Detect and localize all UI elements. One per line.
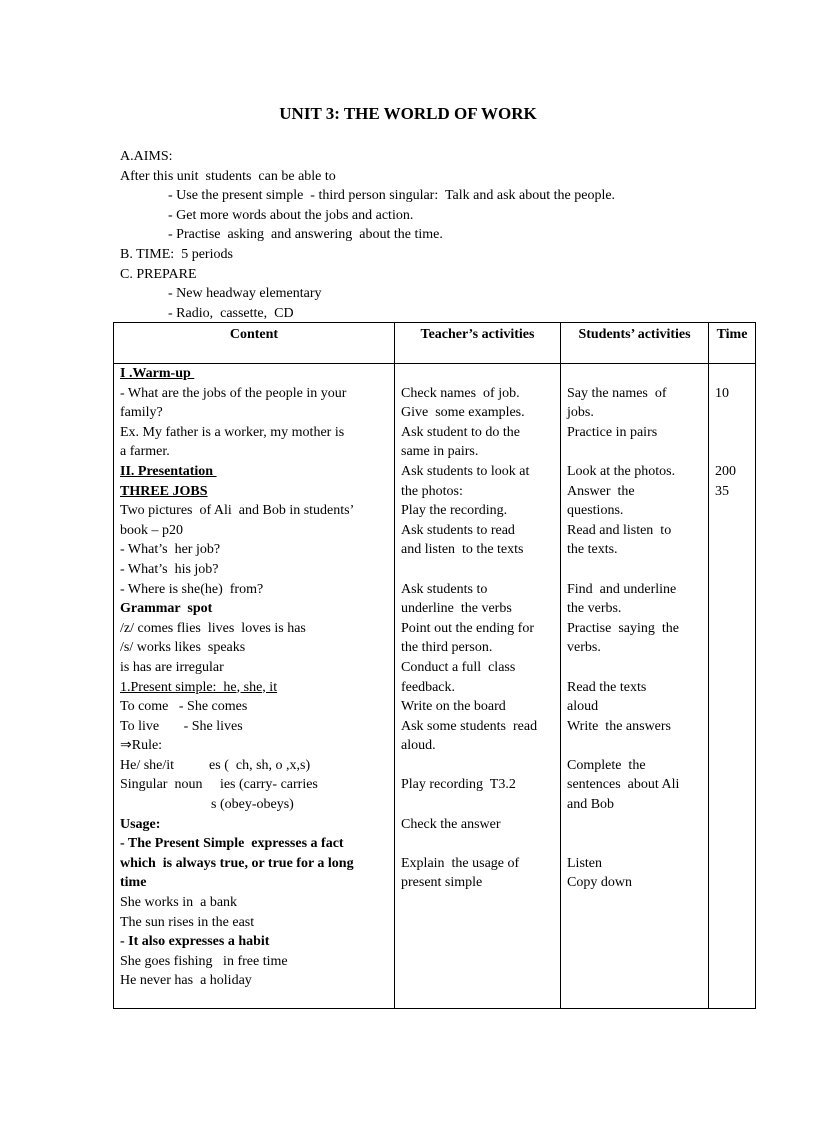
teacher-activity-line [401, 364, 554, 384]
student-activity-line: Complete the [567, 757, 646, 773]
teacher-activity-line: underline the verbs [401, 601, 512, 617]
content-line: She goes fishing in free time [120, 953, 288, 969]
student-activity-line: Find and underline [567, 581, 677, 597]
time-value [715, 423, 749, 443]
student-activity-line: verbs. [567, 640, 601, 656]
header-time: Time [709, 323, 756, 364]
teacher-activity-line [401, 834, 554, 854]
student-activity-line [567, 815, 702, 835]
content-line: To come - She comes [120, 699, 248, 715]
content-line: He/ she/it es ( ch, sh, o ,x,s) [120, 757, 311, 773]
teacher-activity-line: Point out the ending for [401, 620, 534, 636]
content-line: - What’s her job? [120, 542, 221, 558]
student-activity-line: the texts. [567, 542, 618, 558]
teacher-activity-line: and listen to the texts [401, 542, 524, 558]
student-activity-line [567, 442, 702, 462]
teacher-activity-line: Check names of job. [401, 385, 520, 401]
header-line: - New headway elementary [168, 286, 322, 302]
content-line: book – p20 [120, 522, 183, 538]
time-value: 200 [715, 463, 736, 479]
time-value: 35 [715, 483, 729, 499]
content-line: To live - She lives [120, 718, 243, 734]
teacher-activity-line: same in pairs. [401, 444, 479, 460]
teacher-activity-line: Play recording T3.2 [401, 777, 516, 793]
student-activity-line: jobs. [567, 405, 594, 421]
teacher-activity-line: the photos: [401, 483, 463, 499]
table-row [114, 364, 756, 1009]
teacher-activity-line: aloud. [401, 738, 436, 754]
content-line: /s/ works likes speaks [120, 640, 246, 656]
teacher-activity-line: Conduct a full class [401, 659, 516, 675]
student-activity-line: Read and listen to [567, 522, 672, 538]
header-line: - Use the present simple - third person singular: Talk and ask about the people. [168, 188, 616, 204]
student-activity-line: Listen [567, 855, 602, 871]
student-activity-line: Read the texts [567, 679, 647, 695]
student-activity-line [567, 834, 702, 854]
header-students-activities: Students’ activities [561, 323, 709, 364]
content-line: a farmer. [120, 444, 170, 460]
lesson-table [113, 322, 756, 1009]
student-activity-line: the verbs. [567, 601, 622, 617]
content-cell [114, 364, 395, 1009]
content-line: - What are the jobs of the people in your [120, 385, 347, 401]
student-activity-line [567, 364, 702, 384]
header-line: B. TIME: 5 periods [120, 247, 233, 262]
teacher-activity-line [401, 756, 554, 776]
content-line: He never has a holiday [120, 973, 252, 989]
teacher-activity-line: Ask student to do the [401, 424, 520, 440]
content-line: Usage: [120, 816, 161, 832]
time-value [715, 442, 749, 462]
student-activity-line: Say the names of [567, 385, 667, 401]
student-activity-line: Look at the photos. [567, 463, 676, 479]
content-line: ⇒Rule: [120, 738, 163, 754]
student-activity-line: aloud [567, 699, 599, 715]
teacher-activities-cell [395, 364, 561, 1009]
student-activity-line: and Bob [567, 797, 615, 813]
student-activity-line: sentences about Ali [567, 777, 680, 793]
content-line: /z/ comes flies lives loves is has [120, 620, 306, 636]
student-activity-line: Answer the [567, 483, 635, 499]
content-line: - The Present Simple expresses a fact [120, 836, 344, 852]
header-line: - Radio, cassette, CD [168, 305, 294, 321]
content-line: - Where is she(he) from? [120, 581, 264, 597]
content-line: family? [120, 405, 163, 421]
content-line: - It also expresses a habit [120, 934, 270, 950]
time-cell [709, 364, 756, 1009]
teacher-activity-line: Write on the board [401, 699, 506, 715]
teacher-activity-line: Explain the usage of [401, 855, 520, 871]
content-line: time [120, 875, 147, 891]
content-line: THREE JOBS [120, 483, 208, 499]
content-line: She works in a bank [120, 895, 238, 911]
teacher-activity-line: the third person. [401, 640, 493, 656]
header-line: - Get more words about the jobs and action. [168, 207, 414, 223]
content-line: s (obey-obeys) [120, 797, 294, 813]
teacher-activity-line: Ask some students read [401, 718, 538, 734]
students-activities-cell [561, 364, 709, 1009]
teacher-activity-line: Play the recording. [401, 503, 508, 519]
teacher-activity-line: Give some examples. [401, 405, 525, 421]
content-line: Ex. My father is a worker, my mother is [120, 424, 345, 440]
content-line: II. Presentation [120, 463, 217, 479]
header-line: - Practise asking and answering about the time. [168, 227, 443, 243]
student-activity-line: Practice in pairs [567, 424, 658, 440]
content-line: is has are irregular [120, 659, 224, 675]
header-teacher-activities: Teacher’s activities [395, 323, 561, 364]
content-line: I .Warm-up [120, 366, 195, 381]
header-line: C. PREPARE [120, 266, 197, 282]
page-title: UNIT 3: THE WORLD OF WORK [279, 104, 537, 123]
teacher-activity-line [401, 795, 554, 815]
teacher-activity-line: Ask students to read [401, 522, 515, 538]
time-value [715, 364, 749, 384]
table-header-row [114, 323, 756, 364]
header-content: Content [114, 323, 395, 364]
content-line: 1.Present simple: he, she, it [120, 679, 278, 695]
teacher-activity-line: present simple [401, 875, 483, 891]
student-activity-line [567, 658, 702, 678]
content-line: The sun rises in the east [120, 914, 255, 930]
teacher-activity-line: feedback. [401, 679, 456, 695]
teacher-activity-line: Check the answer [401, 816, 501, 832]
student-activity-line [567, 736, 702, 756]
time-value [715, 403, 749, 423]
teacher-activity-line: Ask students to look at [401, 463, 530, 479]
content-line: which is always true, or true for a long [120, 855, 354, 871]
student-activity-line: Write the answers [567, 718, 672, 734]
student-activity-line: Practise saying the [567, 620, 679, 636]
student-activity-line [567, 560, 702, 580]
student-activity-line: questions. [567, 503, 624, 519]
content-line: - What’s his job? [120, 561, 219, 577]
time-value: 10 [715, 385, 729, 401]
header-line: After this unit students can be able to [120, 168, 336, 184]
teacher-activity-line [401, 560, 554, 580]
content-line: Grammar spot [120, 601, 213, 617]
content-line: Singular noun ies (carry- carries [120, 777, 318, 793]
teacher-activity-line: Ask students to [401, 581, 488, 597]
student-activity-line: Copy down [567, 875, 632, 891]
header-line: A.AIMS: [120, 149, 173, 164]
content-line: Two pictures of Ali and Bob in students’ [120, 503, 355, 519]
